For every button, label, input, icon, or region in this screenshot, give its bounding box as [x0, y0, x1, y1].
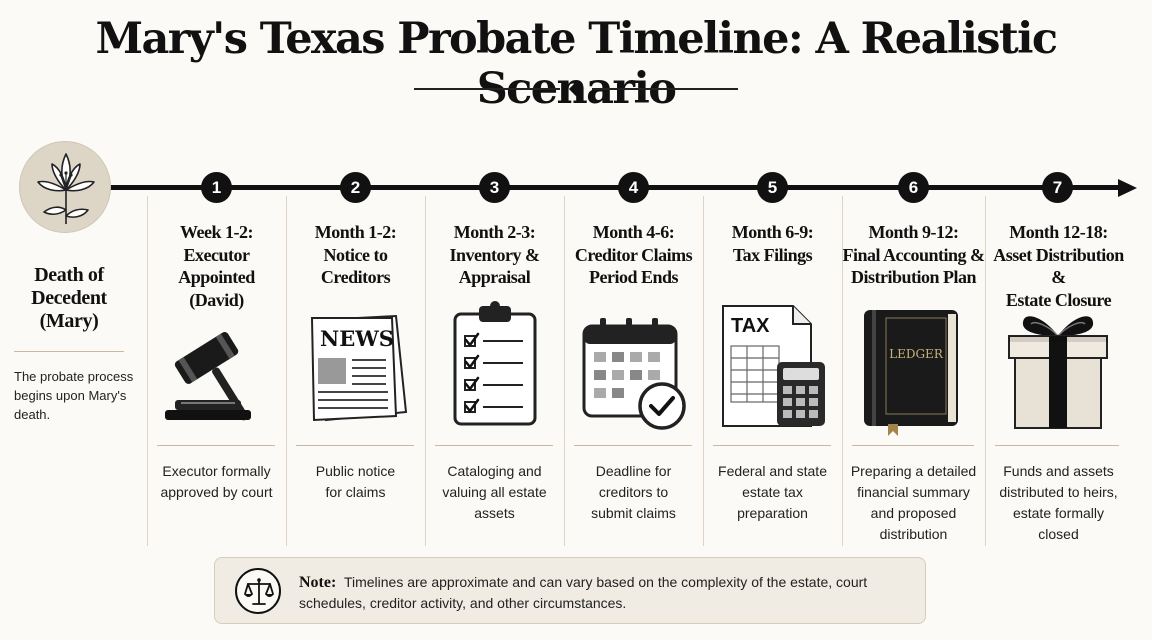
step-number-badge: 2 — [340, 172, 371, 203]
start-description: The probate process begins upon Mary's death. — [14, 369, 134, 422]
step-description: Executor formally approved by court — [160, 463, 273, 500]
tax-form-calculator-icon — [719, 302, 831, 430]
gift-box-icon — [1005, 306, 1111, 430]
step-divider — [574, 445, 692, 446]
timeline-step-1 — [147, 0, 286, 640]
gavel-icon — [159, 318, 274, 422]
step-title: Month 1-2: Notice to Creditors — [314, 222, 397, 287]
note-box — [214, 557, 926, 624]
svg-text:TAX: TAX — [731, 315, 770, 337]
step-title: Month 9-12: Final Accounting & Distribution Plan — [842, 222, 985, 287]
step-number-badge: 5 — [757, 172, 788, 203]
step-number-badge: 4 — [618, 172, 649, 203]
ledger-book-icon — [862, 308, 960, 436]
step-number-badge: 1 — [201, 172, 232, 203]
note-text — [299, 572, 909, 614]
step-divider — [995, 445, 1119, 446]
step-title: Month 4-6: Creditor Claims Period Ends — [574, 222, 693, 287]
timeline-step-2 — [286, 0, 425, 640]
step-title: Month 12-18: Asset Distribution & Estate Closure — [993, 222, 1124, 310]
step-title: Month 6-9: Tax Filings — [731, 222, 814, 265]
note-icon-circle — [235, 568, 281, 614]
newspaper-icon — [304, 312, 410, 426]
calendar-check-icon — [580, 316, 690, 432]
step-description: Funds and assets distributed to heirs, estate formally closed — [999, 463, 1118, 542]
clipboard-checklist-icon — [451, 298, 539, 428]
scales-of-justice-icon — [243, 576, 275, 608]
timeline-step-4 — [564, 0, 703, 640]
note-label: Note: — [299, 574, 337, 591]
timeline-step-6 — [842, 0, 985, 640]
start-circle — [19, 141, 111, 233]
step-description: Preparing a detailed financial summary and proposed distribution — [850, 463, 977, 542]
step-divider — [435, 445, 553, 446]
step-title: Month 2-3: Inventory & Appraisal — [449, 222, 540, 287]
svg-text:NEWS: NEWS — [320, 326, 394, 351]
step-divider — [713, 445, 831, 446]
timeline-step-7 — [985, 0, 1132, 640]
start-title: Death of Decedent (Mary) — [31, 264, 107, 332]
timeline-step-3 — [425, 0, 564, 640]
svg-text:LEDGER: LEDGER — [889, 347, 943, 361]
step-description: Cataloging and valuing all estate assets — [442, 463, 547, 521]
timeline-step-5 — [703, 0, 842, 640]
step-divider — [296, 445, 414, 446]
page-title: Mary's Texas Probate Timeline: A Realistic — [95, 14, 1057, 64]
step-divider — [157, 445, 275, 446]
note-body: Timelines are approximate and can vary based on the complexity of the estate, court schedules, creditor activity, and other circumstances. — [299, 574, 868, 611]
step-title: Week 1-2: Executor Appointed (David) — [178, 222, 255, 310]
step-description: Deadline for creditors to submit claims — [591, 463, 676, 521]
start-divider — [14, 351, 124, 352]
step-description: Federal and state estate tax preparation — [718, 463, 827, 521]
step-number-badge: 3 — [479, 172, 510, 203]
lily-flower-icon — [30, 150, 102, 226]
step-description: Public notice for claims — [315, 463, 396, 500]
step-number-badge: 6 — [898, 172, 929, 203]
step-divider — [852, 445, 974, 446]
step-number-badge: 7 — [1042, 172, 1073, 203]
